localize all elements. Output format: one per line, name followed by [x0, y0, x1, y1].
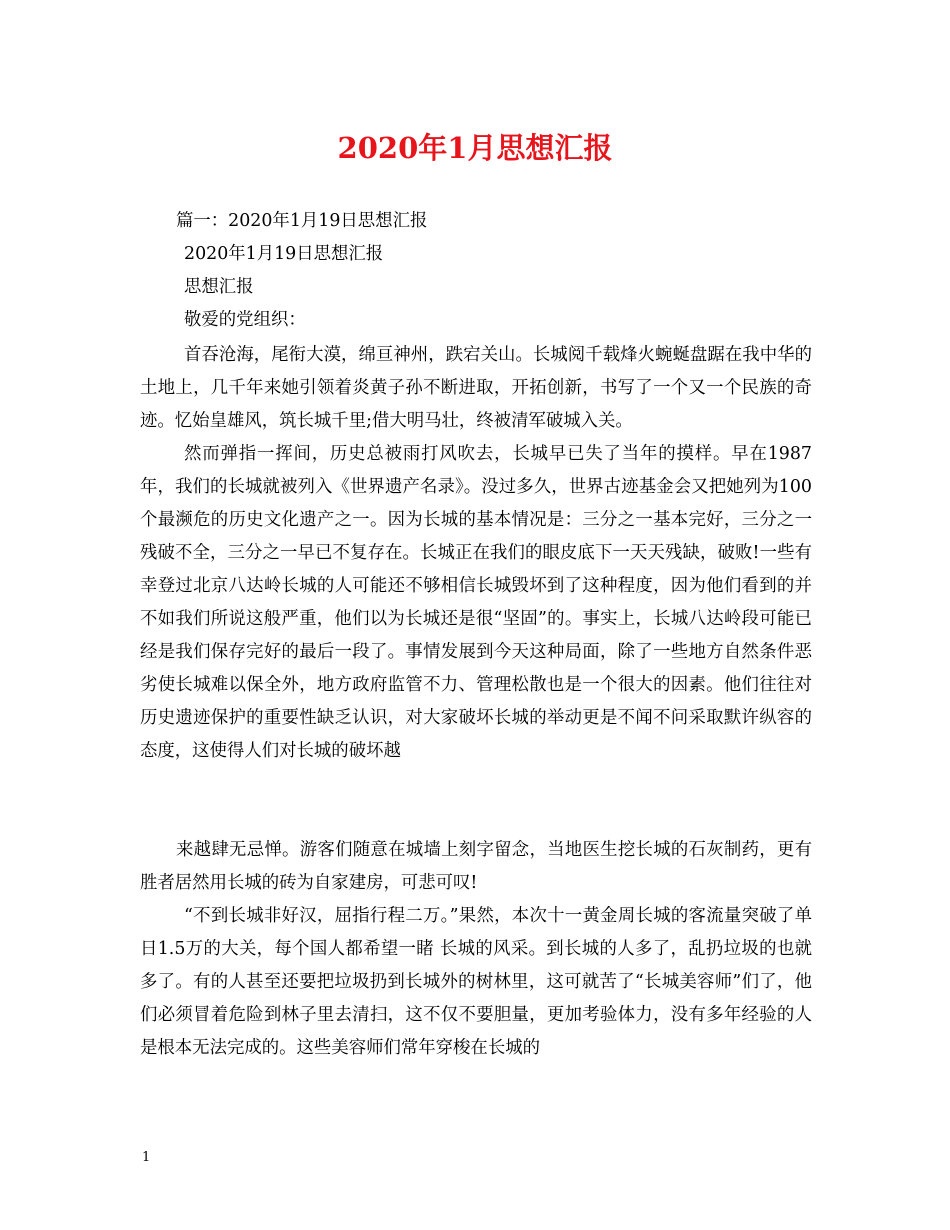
paragraph-vandalism: 来越肆无忌惮。游客们随意在城墙上刻字留念，当地医生挖长城的石灰制药，更有胜者居然用长城的砖为自家建房，可悲可叹!: [140, 840, 812, 893]
paragraph-great-wall-intro: 首吞沧海，尾衔大漠，绵亘神州，跌宕关山。长城阅千载烽火蜿蜒盘踞在我中华的土地上，几千年来她引领着炎黄子孙不断进取，开拓创新，书写了一个又一个民族的奇迹。忆始皇雄风，筑长城千里;借大明马壮，终被清军破城入关。: [140, 345, 812, 431]
paragraph-tourism-litter: “不到长城非好汉，屈指行程二万。”果然，本次十一黄金周长城的客流量突破了单日1.5万的大关，每个国人都希望一睹 长城的风采。到长城的人多了，乱扔垃圾的也就多了。有的人甚至还要把垃圾扔到长城外的树林里，这可就苦了“长城美容师”们了，他们必须冒着危险到林子里去清扫，这不仅不要胆量，更加考验体力，没有多年经验的人是根本无法完成的。这些美容师们常年穿梭在长城的: [140, 906, 812, 1058]
paragraph-great-wall-decline: 然而弹指一挥间，历史总被雨打风吹去，长城早已失了当年的摸样。早在1987年，我们的长城就被列入《世界遗产名录》。没过多久，世界古迹基金会又把她列为100个最濒危的历史文化遗产之一。因为长城的基本情况是：三分之一基本完好，三分之一残破不全，三分之一早已不复存在。长城正在我们的眼皮底下一天天残缺，破败!一些有幸登过北京八达岭长城的人可能还不够相信长城毁坏到了这种程度，因为他们看到的并不如我们所说这般严重，他们以为长城还是很“坚固”的。事实上，长城八达岭段可能已经是我们保存完好的最后一段了。事情发展到今天这种局面，除了一些地方自然条件恶劣使长城难以保全外，地方政府监管不力、管理松散也是一个很大的因素。他们往往对历史遗迹保护的重要性缺乏认识，对大家破坏长城的举动更是不闻不问采取默许纵容的态度，这使得人们对长城的破坏越: [140, 444, 812, 761]
salutation: 敬爱的党组织：: [184, 310, 306, 330]
page-number: 1: [142, 1150, 151, 1165]
document-title: 2020年1月思想汇报: [337, 131, 613, 165]
report-type-line: 思想汇报: [184, 277, 254, 297]
report-date-line: 2020年1月19日思想汇报: [184, 244, 384, 264]
section-heading: 篇一：2020年1月19日思想汇报: [176, 211, 428, 231]
